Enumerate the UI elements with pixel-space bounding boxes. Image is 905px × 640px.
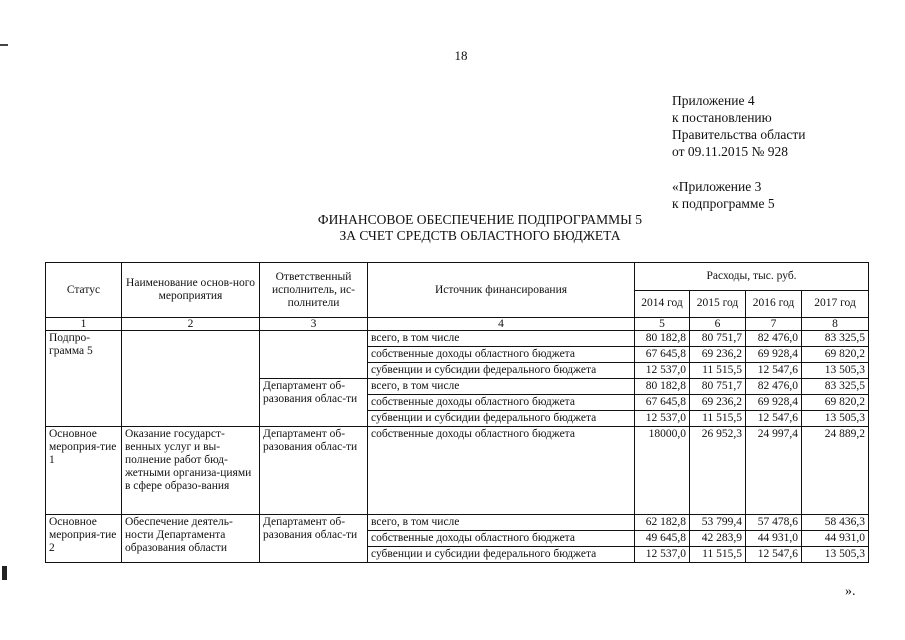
title-line: ЗА СЧЕТ СРЕДСТВ ОБЛАСТНОГО БЮДЖЕТА (339, 228, 621, 243)
value-cell: 69 820,2 (802, 347, 869, 363)
value-cell: 13 505,3 (802, 363, 869, 379)
source-cell: всего, в том числе (368, 331, 635, 347)
value-cell: 80 751,7 (690, 331, 746, 347)
source-cell: собственные доходы областного бюджета (368, 531, 635, 547)
col-header-status: Статус (46, 263, 122, 318)
table-row (46, 427, 869, 515)
source-cell: субвенции и субсидии федерального бюджета (368, 411, 635, 427)
source-cell: субвенции и субсидии федерального бюджета (368, 363, 635, 379)
source-cell: собственные доходы областного бюджета (368, 395, 635, 411)
title-line: ФИНАНСОВОЕ ОБЕСПЕЧЕНИЕ ПОДПРОГРАММЫ 5 (317, 212, 643, 227)
value-cell: 80 751,7 (690, 379, 746, 395)
source-cell: субвенции и субсидии федерального бюджета (368, 547, 635, 563)
value-cell: 83 325,5 (802, 331, 869, 347)
closing-quote: ». (845, 584, 856, 599)
value-cell: 80 182,8 (635, 379, 690, 395)
document-title (220, 212, 740, 244)
source-cell: собственные доходы областного бюджета (368, 347, 635, 363)
value-cell: 67 645,8 (635, 347, 690, 363)
col-header-expenses: Расходы, тыс. руб. (635, 263, 869, 291)
appendix-line: от 09.11.2015 № 928 (672, 144, 788, 159)
appendix-subheader (672, 178, 775, 212)
appendix-line: «Приложение 3 (672, 179, 762, 194)
status-cell: Подпро-грамма 5 (46, 331, 122, 427)
value-cell: 49 645,8 (635, 531, 690, 547)
header-row (46, 263, 869, 291)
value-cell: 12 547,6 (746, 411, 802, 427)
value-cell: 82 476,0 (746, 331, 802, 347)
value-cell: 11 515,5 (690, 363, 746, 379)
column-index: 8 (802, 318, 869, 331)
col-header-year: 2017 год (802, 290, 869, 318)
value-cell: 26 952,3 (690, 427, 746, 515)
value-cell: 69 236,2 (690, 347, 746, 363)
executor-cell: Департамент об-разования облас-ти (260, 427, 368, 515)
value-cell: 83 325,5 (802, 379, 869, 395)
value-cell: 69 928,4 (746, 395, 802, 411)
event-name-cell: Оказание государст-венных услуг и вы-полнение работ бюд-жетными организа-циями в сфере образо-вания (122, 427, 260, 515)
value-cell: 13 505,3 (802, 547, 869, 563)
column-index: 7 (746, 318, 802, 331)
value-cell: 69 928,4 (746, 347, 802, 363)
value-cell: 44 931,0 (802, 531, 869, 547)
appendix-line: к подпрограмме 5 (672, 196, 775, 211)
executor-cell (260, 331, 368, 379)
event-name-cell (122, 331, 260, 427)
value-cell: 82 476,0 (746, 379, 802, 395)
status-cell: Основное мероприя-тие 1 (46, 427, 122, 515)
col-header-year: 2016 год (746, 290, 802, 318)
scan-edge-mark (0, 44, 8, 46)
value-cell: 62 182,8 (635, 515, 690, 531)
table-row (46, 331, 869, 347)
value-cell: 12 547,6 (746, 363, 802, 379)
value-cell: 11 515,5 (690, 411, 746, 427)
column-index-row (46, 318, 869, 331)
col-header-source: Источник финансирования (368, 263, 635, 318)
appendix-header (672, 92, 805, 160)
appendix-line: к постановлению (672, 110, 772, 125)
value-cell: 69 236,2 (690, 395, 746, 411)
value-cell: 53 799,4 (690, 515, 746, 531)
appendix-line: Правительства области (672, 127, 806, 142)
value-cell: 24 997,4 (746, 427, 802, 515)
value-cell: 13 505,3 (802, 411, 869, 427)
table-row (46, 515, 869, 531)
value-cell: 67 645,8 (635, 395, 690, 411)
column-index: 6 (690, 318, 746, 331)
source-cell: всего, в том числе (368, 379, 635, 395)
value-cell: 42 283,9 (690, 531, 746, 547)
column-index: 3 (260, 318, 368, 331)
value-cell: 58 436,3 (802, 515, 869, 531)
value-cell: 12 537,0 (635, 363, 690, 379)
status-cell: Основное мероприя-тие 2 (46, 515, 122, 563)
value-cell: 57 478,6 (746, 515, 802, 531)
col-header-executor: Ответственный исполнитель, ис-полнители (260, 263, 368, 318)
col-header-event-name: Наименование основ-ного мероприятия (122, 263, 260, 318)
page-number: 18 (454, 48, 468, 63)
value-cell: 18000,0 (635, 427, 690, 515)
col-header-year: 2015 год (690, 290, 746, 318)
value-cell: 69 820,2 (802, 395, 869, 411)
appendix-line: Приложение 4 (672, 93, 755, 108)
value-cell: 24 889,2 (802, 427, 869, 515)
source-cell: собственные доходы областного бюджета (368, 427, 635, 515)
finance-table (45, 262, 869, 563)
scan-edge-mark (2, 566, 7, 580)
source-cell: всего, в том числе (368, 515, 635, 531)
executor-cell: Департамент об-разования облас-ти (260, 515, 368, 563)
event-name-cell: Обеспечение деятель-ности Департамента образования области (122, 515, 260, 563)
value-cell: 11 515,5 (690, 547, 746, 563)
column-index: 2 (122, 318, 260, 331)
value-cell: 12 537,0 (635, 547, 690, 563)
value-cell: 80 182,8 (635, 331, 690, 347)
column-index: 5 (635, 318, 690, 331)
value-cell: 44 931,0 (746, 531, 802, 547)
col-header-year: 2014 год (635, 290, 690, 318)
value-cell: 12 537,0 (635, 411, 690, 427)
column-index: 1 (46, 318, 122, 331)
value-cell: 12 547,6 (746, 547, 802, 563)
executor-cell: Департамент об-разования облас-ти (260, 379, 368, 427)
column-index: 4 (368, 318, 635, 331)
